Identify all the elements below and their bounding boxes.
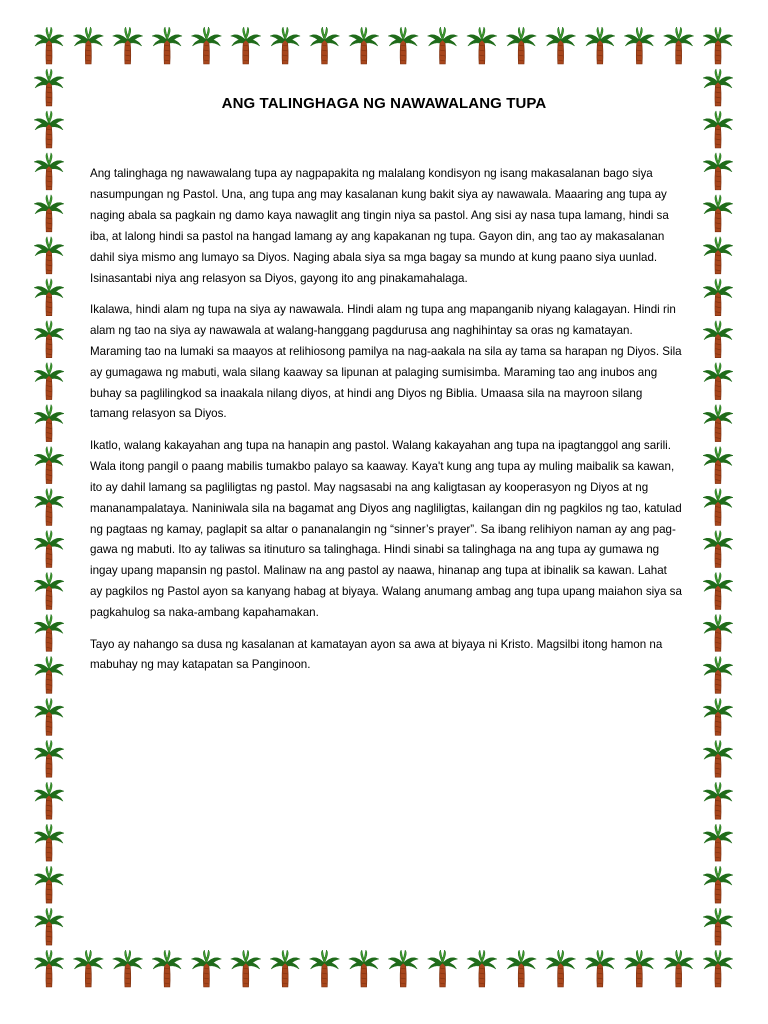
palm-tree-icon [703, 824, 733, 861]
palm-tree-icon [703, 405, 733, 442]
paragraph: Tayo ay nahango sa dusa ng kasalanan at kamatayan ayon sa awa at biyaya ni Kristo. Magsilbi itong hamon na mabuhay ng may katapatan sa Panginoon. [90, 637, 663, 672]
palm-tree-icon [703, 195, 733, 232]
palm-tree-icon [152, 950, 182, 987]
palm-tree-icon [506, 950, 536, 987]
palm-tree-icon [703, 614, 733, 651]
palm-tree-icon [506, 27, 536, 64]
palm-tree-icon [388, 950, 418, 987]
palm-tree-icon [309, 950, 339, 987]
palm-tree-icon [703, 530, 733, 567]
palm-tree-icon [34, 153, 64, 190]
palm-tree-icon [703, 447, 733, 484]
palm-tree-icon [585, 27, 615, 64]
palm-tree-icon [703, 363, 733, 400]
palm-tree-icon [349, 950, 379, 987]
palm-tree-icon [270, 27, 300, 64]
paragraph: Ang talinghaga ng nawawalang tupa ay nagpapakita ng malalang kondisyon ng isang makasalanan bago siya nasumpungan ng Pastol. Una, ang tupa ang may kasalanan kung bakit siya ay nawawala. Maaaring ang tupa ay naging abala sa pagkain ng damo kaya nawaglit ang tingin niya sa pastol. Ang sisi ay nasa tupa lamang, hindi sa iba, at lalong hindi sa pastol na hangad lamang ay ang kapakanan ng tupa. Gayon din, ang tao ay makasalanan dahil siya mismo ang lumayo sa Diyos. Naging abala siya sa mga bagay sa mundo at kung paano siya uunlad. Isinasantabi niya ang relasyon sa Diyos, gayong ito ang pinakamahalaga. [90, 167, 669, 285]
palm-tree-icon [34, 363, 64, 400]
palm-tree-icon [34, 782, 64, 819]
palm-tree-icon [34, 740, 64, 777]
palm-tree-icon [703, 866, 733, 903]
palm-tree-icon [467, 27, 497, 64]
palm-tree-icon [34, 530, 64, 567]
palm-tree-icon [231, 950, 261, 987]
palm-tree-icon [703, 153, 733, 190]
palm-tree-icon [34, 950, 64, 987]
palm-tree-icon [703, 237, 733, 274]
palm-tree-icon [309, 27, 339, 64]
palm-tree-icon [34, 447, 64, 484]
palm-tree-icon [113, 950, 143, 987]
palm-tree-icon [34, 489, 64, 526]
palm-tree-icon [73, 950, 103, 987]
palm-tree-icon [34, 866, 64, 903]
palm-tree-icon [34, 27, 64, 64]
palm-tree-icon [34, 195, 64, 232]
palm-tree-icon [585, 950, 615, 987]
palm-tree-icon [191, 27, 221, 64]
palm-tree-icon [34, 824, 64, 861]
palm-tree-icon [703, 572, 733, 609]
palm-tree-icon [624, 950, 654, 987]
palm-tree-icon [664, 950, 694, 987]
palm-tree-icon [34, 237, 64, 274]
palm-tree-icon [703, 698, 733, 735]
palm-tree-icon [546, 950, 576, 987]
palm-tree-icon [703, 908, 733, 945]
palm-tree-icon [34, 614, 64, 651]
palm-tree-icon [703, 950, 733, 987]
palm-tree-icon [703, 782, 733, 819]
palm-tree-icon [34, 321, 64, 358]
palm-tree-icon [231, 27, 261, 64]
palm-tree-icon [703, 279, 733, 316]
palm-tree-icon [270, 950, 300, 987]
paragraph: Ikalawa, hindi alam ng tupa na siya ay nawawala. Hindi alam ng tupa ang mapanganib niyang kalagayan. Hindi rin alam ng tao na siya ay nawawala at walang-hanggang pagdurusa ang naghihintay sa oras ng kamatayan. Maraming tao na lumaki sa maayos at relihiosong pamilya na nag-aakala na sila ay tama sa harapan ng Diyos. Sila ay gumagawa ng mabuti, wala silang kaaway sa lipunan at palaging sumisimba. Maraming tao ang inubos ang buhay sa paglilingkod sa inaakala nilang diyos, at hindi ang Diyos ng Biblia. Umaasa sila na mayroon silang tamang relasyon sa Diyos. [90, 302, 682, 421]
palm-tree-icon [191, 950, 221, 987]
palm-tree-icon [34, 698, 64, 735]
palm-tree-icon [34, 405, 64, 442]
palm-tree-icon [152, 27, 182, 64]
palm-tree-icon [703, 321, 733, 358]
palm-tree-icon [546, 27, 576, 64]
palm-tree-icon [703, 27, 733, 64]
palm-tree-icon [703, 740, 733, 777]
palm-tree-icon [34, 279, 64, 316]
document-body [90, 164, 682, 687]
palm-tree-icon [703, 656, 733, 693]
palm-tree-icon [467, 950, 497, 987]
palm-tree-icon [113, 27, 143, 64]
document-title: ANG TALINGHAGA NG NAWAWALANG TUPA [221, 95, 547, 112]
palm-tree-icon [664, 27, 694, 64]
palm-tree-icon [73, 27, 103, 64]
palm-tree-icon [349, 27, 379, 64]
palm-tree-icon [703, 489, 733, 526]
palm-tree-icon [34, 111, 64, 148]
palm-tree-icon [34, 656, 64, 693]
palm-tree-icon [428, 950, 458, 987]
palm-tree-icon [388, 27, 418, 64]
palm-tree-icon [34, 908, 64, 945]
palm-tree-icon [428, 27, 458, 64]
palm-tree-icon [703, 111, 733, 148]
palm-tree-icon [624, 27, 654, 64]
palm-tree-icon [34, 572, 64, 609]
paragraph: Ikatlo, walang kakayahan ang tupa na hanapin ang pastol. Walang kakayahan ang tupa na ipagtanggol ang sarili. Wala itong pangil o paang mabilis tumakbo palayo sa kaaway. Kaya't kung ang tupa ay muling maibalik sa kawan, ito ay dahil lamang sa pagliligtas ng pastol. May nagsasabi na ang kaligtasan ay kooperasyon ng Diyos at ng mananampalataya. Naniniwala sila na bagamat ang Diyos ang nagliligtas, kailangan din ng pagkilos ng tao, katulad ng pagtaas ng kamay, paglapit sa altar o pananalangin ng “sinner’s prayer”. Sa ibang relihiyon naman ay ang pag-gawa ng mabuti. Ito ay taliwas sa itinuturo sa talinghaga. Hindi sinabi sa talinghaga na ang tupa ay gumawa ng ingay upang mapansin ng pastol. Malinaw na ang pastol ay naawa, hinanap ang tupa at ibinalik sa kawan. Lahat ay pagkilos ng Pastol ayon sa kanyang habag at biyaya. Walang anumang ambag ang tupa upang maiahon siya sa pagkahulog sa naka-ambang kapahamakan. [90, 438, 682, 620]
